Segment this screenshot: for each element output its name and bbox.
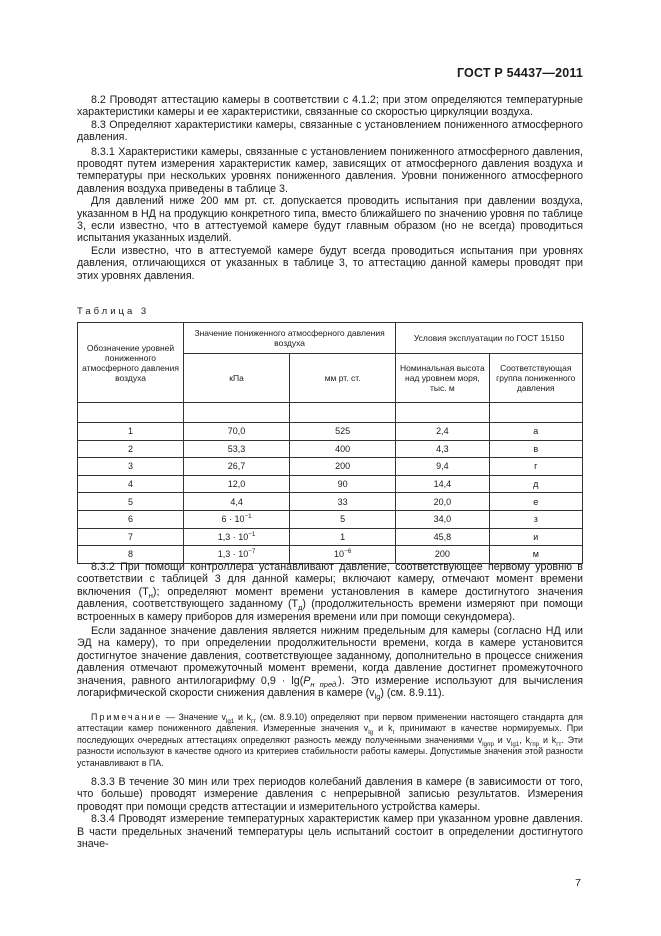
cell-altitude: 9,4 xyxy=(396,458,489,476)
header-mmhg: мм рт. ст. xyxy=(290,354,396,403)
paragraph-8-3-2: 8.3.2 При помощи контроллера устанавливают давление, соответствующее первому уровню в соответствии с таблицей 3 для данной камеры; включают камеру, отмечают момент времени включения $(Т_н)$; определяют момент времени установления в камере достигнутого значения давления, соответствующего заданному $(Т_д)$ (продолжительность времени измеряют при помощи встроенных в камеру приборов для измерения времени или при помощи секундомера). xyxy=(77,561,583,623)
table-row xyxy=(78,423,583,441)
cell-altitude: 4,3 xyxy=(396,440,489,458)
cell-mmhg: 400 xyxy=(290,440,396,458)
cell-altitude: 34,0 xyxy=(396,510,489,528)
cell-kpa: $1,3 \cdot 10^{-7}$ xyxy=(184,546,290,564)
cell-mmhg: 90 xyxy=(290,475,396,493)
cell-level: 5 xyxy=(78,493,184,511)
table-row xyxy=(78,493,583,511)
cell-group: г xyxy=(489,458,582,476)
cell-level: 3 xyxy=(78,458,184,476)
table-row xyxy=(78,510,583,528)
cell-altitude: 45,8 xyxy=(396,528,489,546)
cell-altitude: 200 xyxy=(396,546,489,564)
table-row xyxy=(78,528,583,546)
header-kpa: кПа xyxy=(184,354,290,403)
table-row xyxy=(78,475,583,493)
paragraph-below-200: Для давлений ниже 200 мм рт. ст. допускается проводить испытания при давлении воздуха, указанном в НД на продукцию конкретного типа, вместо ближайшего по значению уровня по таблице 3, если известно, что в аттестуемой камере будут главным образом (но не всегда) проводиться испытания указанных изделий. xyxy=(77,195,583,245)
cell-mmhg: 200 xyxy=(290,458,396,476)
paragraph-8-3-1: 8.3.1 Характеристики камеры, связанные с установлением пониженного атмосферного давления, проводят путем измерения характеристик камер, зависящих от атмосферного давления воздуха и температуры при нескольких уровнях пониженного давления. Уровни пониженного атмосферного давления воздуха приведены в таблице 3. xyxy=(77,145,583,195)
table-row xyxy=(78,458,583,476)
paragraph-lower-limit: Если заданное значение давления является нижним предельным для камеры (согласно НД или ЭД на камеру), то при определении продолжительности времени, когда в камере установится достигнутое значение давления, соответствующее заданному, дополнительно в процессе снижения давления отмечают промежуточный момент времени, когда давление достигнет промежуточного значения, равного антилогарифму $0,9 \cdot \lg(P_{н пред.})$. Это измерение используют для вычисления логарифмической скорости снижения давления в камере $(v_{lg})$ (см. 8.9.11). xyxy=(77,625,583,702)
cell-group: е xyxy=(489,493,582,511)
cell-kpa: $6 \cdot 10^{-1}$ xyxy=(184,510,290,528)
section-8-3-3 xyxy=(77,776,583,850)
cell-level: 2 xyxy=(78,440,184,458)
header-group: Соответствующая группа пониженного давления xyxy=(489,354,582,403)
pressure-levels-table xyxy=(77,322,583,564)
header-designation: Обозначение уровней пониженного атмосферного давления воздуха xyxy=(78,323,184,403)
standard-header: ГОСТ Р 54437—2011 xyxy=(456,66,583,80)
cell-group: д xyxy=(489,475,582,493)
cell-mmhg: $10^{-6}$ xyxy=(290,546,396,564)
cell-kpa: 4,4 xyxy=(184,493,290,511)
cell-level: 6 xyxy=(78,510,184,528)
cell-kpa: 53,3 xyxy=(184,440,290,458)
cell-kpa: 70,0 xyxy=(184,423,290,441)
cell-level: 7 xyxy=(78,528,184,546)
page-number: 7 xyxy=(575,877,581,889)
cell-group: а xyxy=(489,423,582,441)
cell-altitude: 14,4 xyxy=(396,475,489,493)
paragraph-8-3-3: 8.3.3 В течение 30 мин или трех периодов колебаний давления в камере (в зависимости от того, что больше) проводят измерение давления с непрерывной записью результатов. Измерения проводят при помощи средств аттестации и измерительного устройства камеры. xyxy=(77,776,583,813)
cell-level: 8 xyxy=(78,546,184,564)
cell-level: 1 xyxy=(78,423,184,441)
paragraph-8-2: 8.2 Проводят аттестацию камеры в соответствии с 4.1.2; при этом определяются температурные характеристики камеры и ее характеристики, связанные со скоростью циркуляции воздуха. xyxy=(77,94,583,119)
table-caption: Таблица 3 xyxy=(77,306,150,317)
cell-kpa: 12,0 xyxy=(184,475,290,493)
paragraph-8-3: 8.3 Определяют характеристики камеры, связанные с установлением пониженного атмосферного давления. xyxy=(77,118,583,144)
cell-mmhg: 1 xyxy=(290,528,396,546)
cell-altitude: 2,4 xyxy=(396,423,489,441)
cell-altitude: 20,0 xyxy=(396,493,489,511)
cell-mmhg: 525 xyxy=(290,423,396,441)
paragraph-if-known: Если известно, что в аттестуемой камере будут всегда проводиться испытания при уровнях давления, отличающихся от указанных в таблице 3, то аттестацию данной камеры проводят при этих уровнях давления. xyxy=(77,244,583,282)
note-label: Примечание xyxy=(91,712,163,722)
cell-group: з xyxy=(489,510,582,528)
cell-group: и xyxy=(489,528,582,546)
cell-group: в xyxy=(489,440,582,458)
paragraph-8-3-4: 8.3.4 Проводят измерение температурных характеристик камер при указанном уровне давления. В части предельных значений температуры цель испытаний состоит в определении достигнутого значе- xyxy=(77,813,583,851)
header-altitude: Номинальная высота над уровнем моря, тыс. м xyxy=(396,354,489,403)
note-block: Примечание — Значение $v_{lg1}$ и $k_{гт}$ (см. 8.9.10) определяют при первом применении настоящего стандарта для аттестации камер пониженного давления. Измеренные значения $v_{lg}$ и $k_г$ принимают в качестве нормируемых. При последующих очередных аттестациях определяют разность между полученными значениями $v_{lgпр}$ и $v_{lg1}$, $k_{гпр}$ и $k_{гт}$. Эти разности используют в качестве одного из критериев стабильности работы камеры. Допустимые значения этой разности устанавливают в ПА. xyxy=(77,712,584,768)
cell-mmhg: 33 xyxy=(290,493,396,511)
header-pressure: Значение пониженного атмосферного давления воздуха xyxy=(184,323,396,354)
section-8-3-2 xyxy=(77,561,583,702)
cell-group: м xyxy=(489,546,582,564)
cell-kpa: 26,7 xyxy=(184,458,290,476)
cell-kpa: $1,3 \cdot 10^{-1}$ xyxy=(184,528,290,546)
header-conditions: Условия эксплуатации по ГОСТ 15150 xyxy=(396,323,583,354)
intro-section xyxy=(77,94,583,282)
cell-level: 4 xyxy=(78,475,184,493)
table-row xyxy=(78,440,583,458)
cell-mmhg: 5 xyxy=(290,510,396,528)
